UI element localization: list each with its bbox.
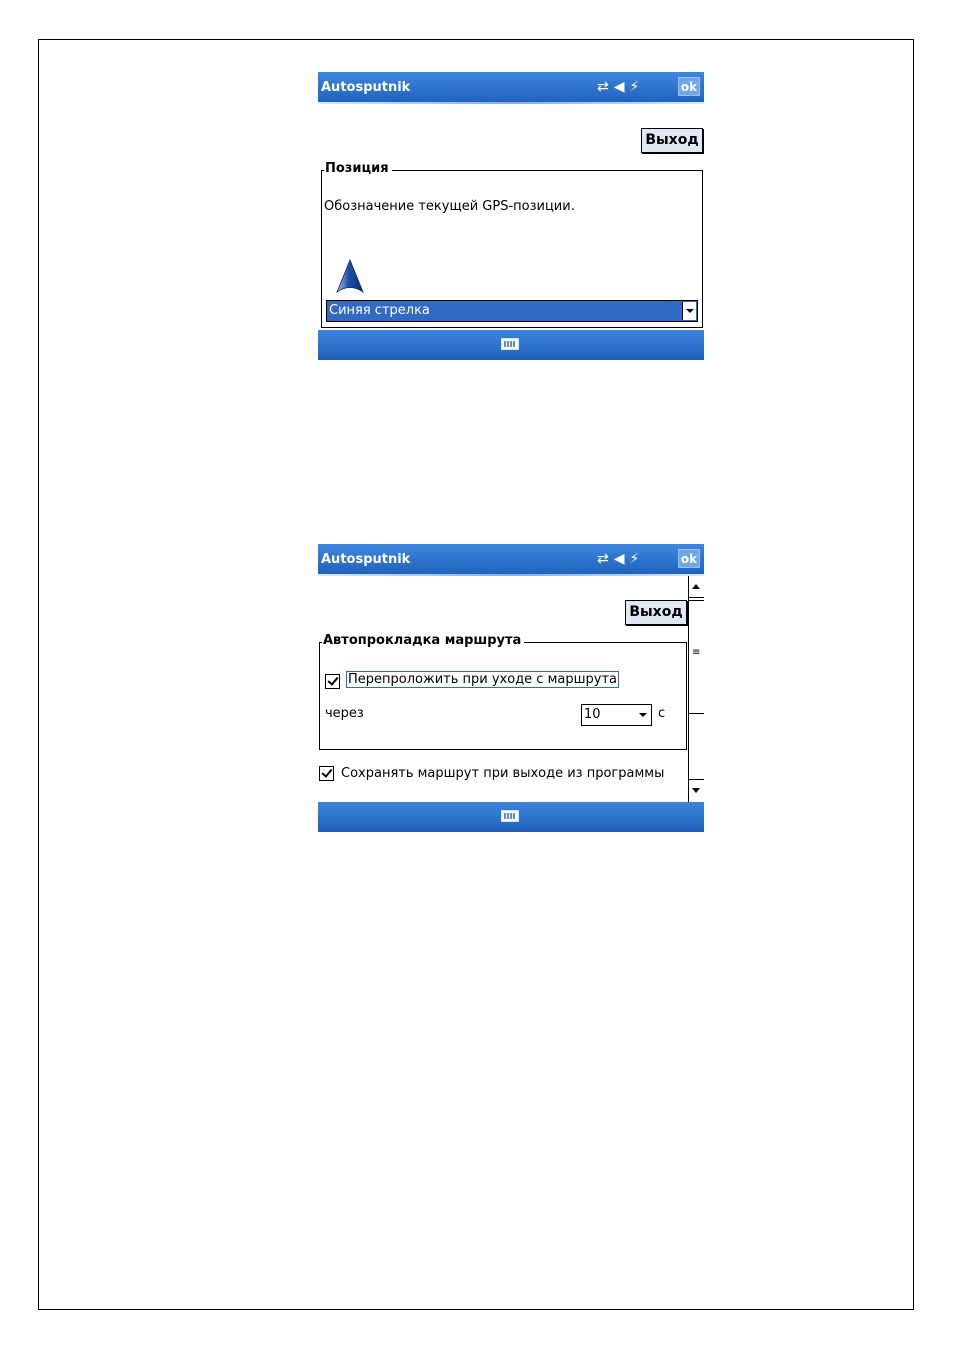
ok-button[interactable]: ok xyxy=(678,549,700,568)
after-label: через xyxy=(325,706,364,721)
connectivity-icon[interactable]: ⇄ xyxy=(597,551,609,567)
title-separator xyxy=(318,102,704,104)
bottom-menu-bar xyxy=(318,330,704,360)
reroute-checkbox-label[interactable]: Перепроложить при уходе с маршрута xyxy=(348,672,617,687)
battery-charging-icon[interactable]: ⚡ xyxy=(629,79,640,95)
keyboard-icon[interactable] xyxy=(501,338,519,350)
bottom-menu-bar xyxy=(318,802,704,832)
blue-arrow-icon xyxy=(334,259,366,295)
save-route-checkbox[interactable] xyxy=(319,766,334,781)
scroll-up-icon[interactable] xyxy=(689,576,704,598)
speaker-muted-icon[interactable]: ◀ xyxy=(613,79,625,95)
status-icons xyxy=(597,78,639,96)
app-title: Autosputnik xyxy=(321,80,411,95)
exit-button[interactable]: Выход xyxy=(641,128,703,153)
screenshot-position-settings xyxy=(318,72,704,360)
connectivity-icon[interactable]: ⇄ xyxy=(597,79,609,95)
interval-value: 10 xyxy=(584,707,601,722)
ok-button[interactable]: ok xyxy=(678,77,700,96)
title-separator xyxy=(318,574,704,576)
position-groupbox xyxy=(321,161,703,328)
unit-label: с xyxy=(658,706,666,721)
group-title: Позиция xyxy=(324,161,392,176)
title-bar xyxy=(318,72,704,102)
chevron-down-icon[interactable] xyxy=(636,706,650,724)
save-route-checkbox-label[interactable]: Сохранять маршрут при выходе из программы xyxy=(341,766,665,781)
description-text: Обозначение текущей GPS-позиции. xyxy=(324,199,575,214)
screenshot-auto-routing-settings xyxy=(318,544,704,832)
battery-charging-icon[interactable]: ⚡ xyxy=(629,551,640,567)
reroute-checkbox[interactable] xyxy=(325,674,340,689)
marker-select[interactable] xyxy=(326,300,698,322)
status-icons xyxy=(597,550,639,568)
title-bar xyxy=(318,544,704,574)
app-title: Autosputnik xyxy=(321,552,411,567)
interval-select[interactable] xyxy=(581,704,652,726)
scroll-thumb[interactable] xyxy=(689,600,704,714)
keyboard-icon[interactable] xyxy=(501,810,519,822)
speaker-muted-icon[interactable]: ◀ xyxy=(613,551,625,567)
vertical-scrollbar[interactable] xyxy=(688,576,704,802)
auto-routing-groupbox xyxy=(319,633,687,750)
exit-button[interactable]: Выход xyxy=(625,600,687,625)
chevron-down-icon[interactable] xyxy=(682,302,696,320)
group-title: Автопрокладка маршрута xyxy=(322,633,524,648)
scroll-down-icon[interactable] xyxy=(689,779,704,801)
marker-select-value: Синяя стрелка xyxy=(329,303,430,318)
